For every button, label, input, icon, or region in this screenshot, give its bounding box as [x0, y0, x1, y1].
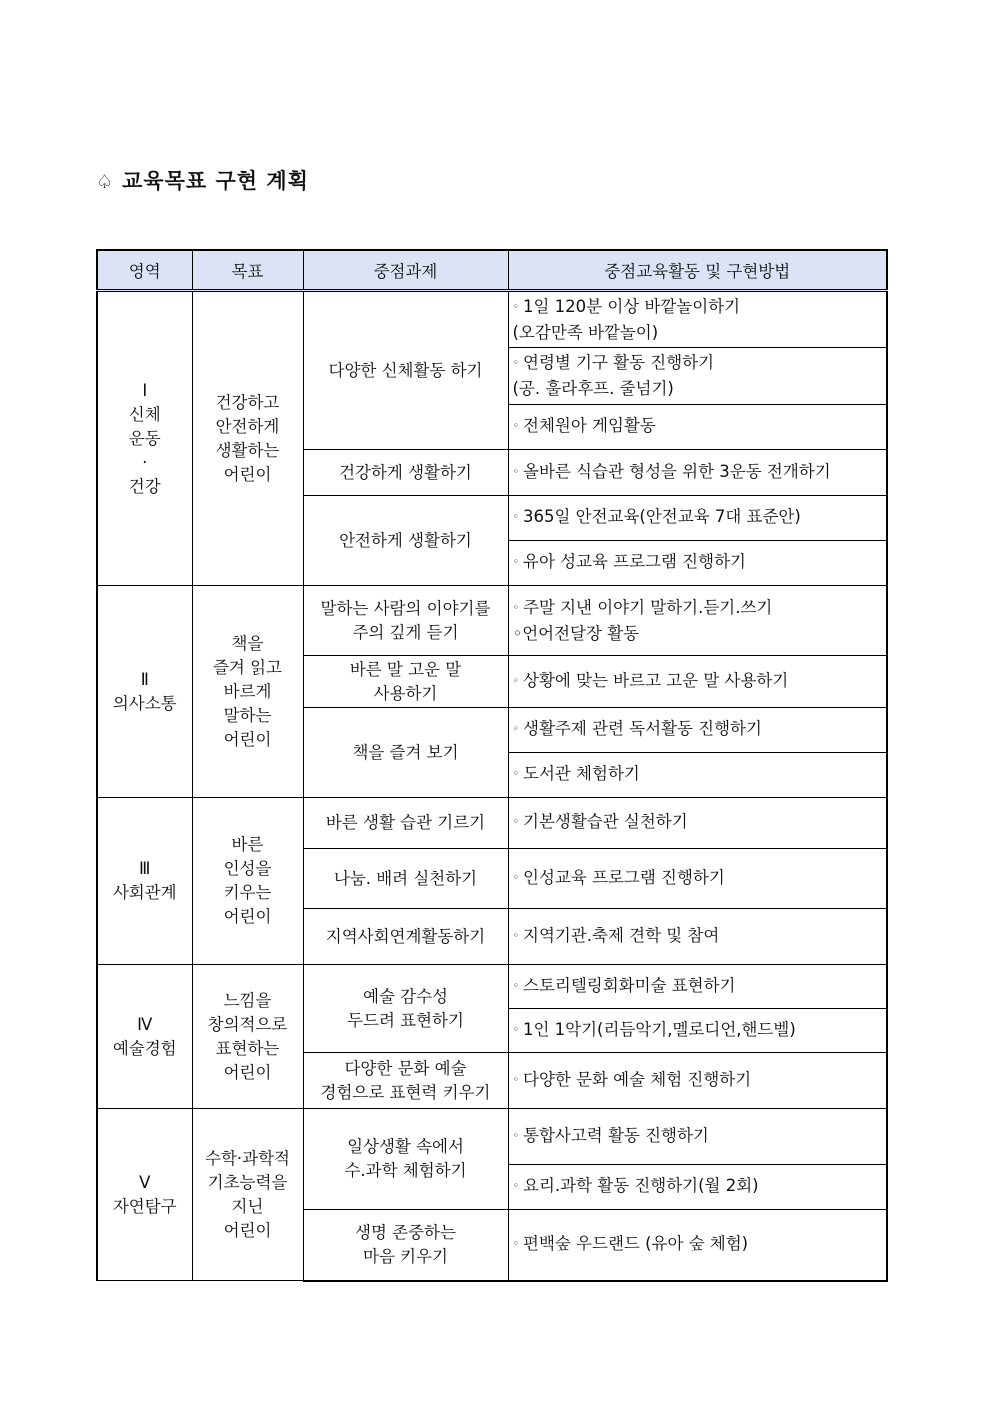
bullet-icon: ◦	[512, 1128, 519, 1142]
bullet-icon: ◦	[512, 978, 519, 992]
area-line: 자연탐구	[112, 1196, 177, 1216]
activity-cell	[508, 291, 887, 348]
goal-cell	[192, 1109, 303, 1281]
table-header-row	[97, 250, 887, 291]
activity-cell	[508, 753, 887, 798]
goal-line: 수학·과학적	[205, 1148, 290, 1168]
area-numeral: Ⅱ	[140, 669, 149, 689]
activity-line	[513, 351, 883, 377]
activity-cell	[508, 1165, 887, 1210]
activity-line	[513, 414, 883, 440]
area-line: 예술경험	[112, 1038, 177, 1058]
task-line: 경험으로 표현력 키우기	[320, 1082, 491, 1102]
task-line: 주의 깊게 듣기	[352, 622, 459, 642]
activity-line	[513, 622, 883, 646]
bullet-icon: ◦	[512, 1236, 519, 1250]
activity-text: ◦언어전달장 활동	[512, 623, 640, 643]
goal-line: 바른	[231, 835, 264, 854]
area-numeral: Ⅴ	[139, 1172, 151, 1192]
activity-cell	[508, 909, 887, 965]
activity-cell	[508, 1009, 887, 1053]
activity-text: 다양한 문화 예술 체험 진행하기	[523, 1069, 752, 1089]
page-title	[96, 165, 309, 195]
goal-line: 창의적으로	[207, 1014, 288, 1034]
goal-cell	[192, 965, 303, 1109]
activity-text: 전체원아 게임활동	[523, 416, 656, 435]
activity-text: 지역기관.축제 견학 및 참여	[523, 925, 720, 945]
activity-cell	[508, 348, 887, 405]
activity-text: 1인 1악기(리듬악기,멜로디언,핸드벨)	[523, 1019, 796, 1039]
task-cell	[303, 909, 508, 965]
goal-line: 표현하는	[215, 1038, 280, 1058]
area-numeral: Ⅰ	[142, 380, 148, 400]
activity-cell	[508, 541, 887, 586]
activity-text: 스토리텔링회화미술 표현하기	[523, 975, 736, 995]
activity-cell	[508, 450, 887, 496]
table-body	[97, 291, 887, 1281]
area-line: 신체	[128, 404, 161, 424]
activity-cell	[508, 1053, 887, 1109]
goal-cell	[192, 586, 303, 798]
goal-line: 바르게	[223, 681, 272, 701]
bullet-icon: ◦	[512, 1179, 519, 1192]
activity-line	[513, 924, 883, 950]
task-cell	[303, 1210, 508, 1281]
bullet-icon: ◦	[512, 815, 519, 828]
task-line: 바른 말 고운 말	[349, 659, 462, 679]
header-task: 중점과제	[303, 250, 508, 291]
activity-line	[513, 866, 883, 892]
activity-line	[513, 1018, 883, 1044]
task-cell	[303, 291, 508, 450]
goal-line: 키우는	[223, 883, 272, 902]
goal-cell	[192, 798, 303, 965]
goal-cell	[192, 291, 303, 586]
task-line: 수.과학 체험하기	[344, 1161, 467, 1180]
task-cell	[303, 1053, 508, 1109]
area-line: ·	[142, 452, 148, 472]
header-goal: 목표	[192, 250, 303, 291]
task-line: 생명 존중하는	[355, 1222, 456, 1242]
goal-line: 어린이	[223, 907, 272, 926]
task-cell	[303, 965, 508, 1053]
activity-cell	[508, 1210, 887, 1281]
activity-text: 유아 성교육 프로그램 진행하기	[523, 552, 746, 571]
activity-line	[513, 762, 883, 788]
goal-line: 지닌	[231, 1196, 264, 1216]
bullet-icon: ◦	[512, 928, 519, 942]
bullet-icon: ◦	[512, 600, 519, 614]
table-row	[97, 291, 887, 348]
task-line: 일상생활 속에서	[347, 1137, 464, 1156]
activity-cell	[508, 496, 887, 541]
task-line: 사용하기	[373, 683, 438, 703]
task-cell	[303, 1109, 508, 1210]
activity-line	[513, 596, 883, 622]
activity-text: 1일 120분 이상 바깥놀이하기	[523, 296, 741, 316]
activity-text: (오감만족 바깥놀이)	[512, 322, 659, 342]
bullet-icon: ◦	[512, 870, 519, 884]
goal-line: 기초능력을	[207, 1172, 288, 1192]
task-cell	[303, 656, 508, 708]
goal-line: 즐겨 읽고	[212, 657, 282, 677]
task-line: 바른 생활 습관 기르기	[325, 813, 486, 832]
area-numeral: Ⅲ	[139, 859, 151, 878]
task-cell	[303, 496, 508, 586]
goal-line: 안전하게	[215, 416, 280, 436]
task-cell	[303, 849, 508, 909]
bullet-icon: ◦	[512, 299, 519, 313]
header-activity: 중점교육활동 및 구현방법	[508, 250, 887, 291]
activity-text: 도서관 체험하기	[523, 764, 640, 783]
area-cell	[97, 798, 192, 965]
activity-text: 주말 지낸 이야기 말하기.듣기.쓰기	[523, 597, 773, 617]
activity-line	[513, 550, 883, 576]
goal-line: 인성을	[223, 859, 272, 878]
bullet-icon: ◦	[512, 356, 519, 369]
area-cell	[97, 586, 192, 798]
task-line: 마음 키우기	[363, 1246, 448, 1266]
task-cell	[303, 798, 508, 849]
activity-text: (공. 훌라후프. 줄넘기)	[512, 379, 674, 398]
goal-line: 건강하고	[215, 392, 280, 412]
spade-outline-icon: ♤	[96, 171, 115, 193]
activity-line	[513, 1174, 883, 1200]
task-cell	[303, 586, 508, 656]
activity-line	[513, 295, 883, 321]
goal-line: 어린이	[223, 1220, 272, 1240]
activity-cell	[508, 586, 887, 656]
bullet-icon: ◦	[512, 767, 519, 780]
activity-line	[513, 974, 883, 1000]
activity-line	[513, 717, 883, 743]
activity-text: 요리.과학 활동 진행하기(월 2회)	[523, 1176, 759, 1195]
goal-line: 어린이	[223, 1062, 272, 1082]
area-line: 운동	[128, 428, 161, 448]
area-numeral: Ⅳ	[137, 1014, 153, 1034]
page-title-text: 교육목표 구현 계획	[122, 169, 309, 193]
education-plan-table	[96, 249, 888, 1282]
activity-text: 상황에 맞는 바르고 고운 말 사용하기	[523, 670, 789, 690]
activity-cell	[508, 656, 887, 708]
activity-cell	[508, 849, 887, 909]
activity-cell	[508, 1109, 887, 1165]
table-row	[97, 1109, 887, 1165]
area-cell	[97, 1109, 192, 1281]
activity-text: 통합사고력 활동 진행하기	[523, 1125, 709, 1145]
bullet-icon: ◦	[512, 1022, 519, 1036]
bullet-icon: ◦	[512, 510, 519, 523]
area-line: 의사소통	[112, 693, 177, 713]
task-line: 말하는 사람의 이야기를	[320, 598, 491, 618]
bullet-icon: ◦	[512, 419, 519, 432]
activity-line	[513, 1124, 883, 1150]
goal-line: 어린이	[223, 729, 272, 749]
activity-line	[513, 321, 883, 345]
task-line: 책을 즐겨 보기	[352, 742, 459, 762]
activity-cell	[508, 798, 887, 849]
area-line: 건강	[128, 476, 161, 496]
header-area: 영역	[97, 250, 192, 291]
activity-line	[513, 1068, 883, 1094]
task-line: 두드려 표현하기	[347, 1010, 464, 1030]
activity-line	[513, 377, 883, 401]
activity-line	[513, 460, 883, 486]
task-line: 나눔. 배려 실천하기	[333, 868, 478, 888]
activity-text: 편백숲 우드랜드 (유아 숲 체험)	[523, 1233, 749, 1253]
activity-text: 기본생활습관 실천하기	[523, 812, 688, 831]
task-line: 다양한 신체활동 하기	[328, 360, 483, 380]
bullet-icon: ◦	[512, 673, 519, 687]
task-line: 안전하게 생활하기	[339, 530, 472, 550]
activity-line	[513, 810, 883, 836]
goal-line: 책을	[231, 633, 264, 653]
area-cell	[97, 965, 192, 1109]
task-line: 예술 감수성	[363, 986, 448, 1006]
task-line: 다양한 문화 예술	[344, 1058, 467, 1078]
table-row	[97, 965, 887, 1009]
area-cell	[97, 291, 192, 586]
activity-text: 인성교육 프로그램 진행하기	[523, 867, 725, 887]
bullet-icon: ◦	[512, 1072, 519, 1086]
activity-text: 올바른 식습관 형성을 위한 3운동 전개하기	[523, 461, 831, 481]
task-cell	[303, 708, 508, 798]
bullet-icon: ◦	[512, 722, 519, 735]
table-row	[97, 798, 887, 849]
task-line: 지역사회연계활동하기	[325, 926, 486, 946]
bullet-icon: ◦	[512, 555, 519, 568]
goal-line: 말하는	[223, 705, 272, 725]
area-line: 사회관계	[112, 883, 177, 902]
activity-line	[513, 505, 883, 531]
goal-line: 생활하는	[215, 440, 280, 460]
task-cell	[303, 450, 508, 496]
goal-line: 어린이	[223, 464, 272, 484]
activity-cell	[508, 965, 887, 1009]
task-line: 건강하게 생활하기	[339, 462, 472, 482]
activity-text: 365일 안전교육(안전교육 7대 표준안)	[523, 507, 801, 526]
activity-line	[513, 669, 883, 695]
bullet-icon: ◦	[512, 464, 519, 478]
goal-line: 느낌을	[223, 990, 272, 1010]
activity-text: 생활주제 관련 독서활동 진행하기	[523, 719, 762, 738]
activity-cell	[508, 405, 887, 450]
activity-text: 연령별 기구 활동 진행하기	[523, 353, 715, 372]
table-row	[97, 586, 887, 656]
activity-cell	[508, 708, 887, 753]
activity-line	[513, 1232, 883, 1258]
